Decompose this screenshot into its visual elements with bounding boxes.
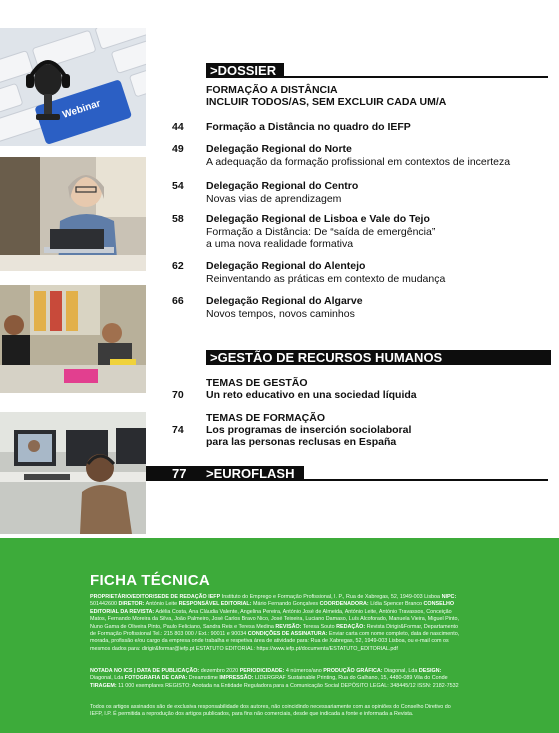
euroflash-page-number: 77: [172, 466, 187, 481]
computer-room-photo: [0, 412, 146, 534]
ficha-tecnica-title: FICHA TÉCNICA: [90, 572, 211, 589]
credit-value: Revista Dirigir&Formar, Departamento de Formação Profissional Tel.: 215 803 000 / Ext.: 90011 e 90034: [90, 623, 459, 638]
entry-title: Formação a Distância no quadro do IEFP: [206, 121, 411, 133]
page-number: 74: [172, 424, 184, 436]
page-number: 54: [172, 180, 184, 192]
webinar-keyboard-photo: [0, 28, 146, 146]
credit-value: 501442600: [90, 601, 117, 608]
entry-title: Delegação Regional do Alentejo: [206, 260, 366, 272]
credit-label: CONSELHO EDITORIAL DA REVISTA:: [90, 601, 455, 615]
entry-title: Un reto educativo en una sociedad líquida: [206, 389, 417, 401]
entry-title: Delegação Regional do Algarve: [206, 295, 363, 307]
credit-label: REDAÇÃO:: [336, 623, 366, 630]
credit-value: Instituto do Emprego e Formação Profissional, I. P., Rua de Xabregas, 52, 1949-003 Lisboa: [221, 594, 441, 600]
dossier-section-header: >DOSSIER: [206, 63, 284, 78]
entry-title: Delegação Regional do Centro: [206, 180, 359, 192]
ficha-publication-info: [90, 668, 462, 690]
credit-value: Diagonal, Lda: [384, 668, 418, 674]
entry-title: Los programas de inserción sociolaboral: [206, 424, 412, 436]
credit-label: RESPONSÁVEL EDITORIAL:: [178, 601, 252, 608]
credit-value: António Leite: [145, 601, 178, 608]
credit-value: Dreamstime: [188, 675, 218, 682]
euroflash-header-rule: [304, 479, 548, 481]
credit-label: DESIGN:: [418, 668, 442, 674]
credit-label: PRODUÇÃO GRÁFICA:: [323, 668, 383, 674]
page-number: 66: [172, 295, 184, 307]
entry-description: Novos tempos, novos caminhos: [206, 308, 355, 320]
entry-title-continued: para las personas reclusas en España: [206, 436, 397, 448]
credit-value: Lídia Spencer Branco: [370, 601, 423, 608]
euroflash-section-header: [146, 466, 304, 481]
laboratory-photo: [0, 285, 146, 393]
credit-label: REVISÃO:: [275, 623, 302, 630]
page-number: 49: [172, 143, 184, 155]
credit-label: FOTOGRAFIA DE CAPA:: [124, 675, 188, 682]
credit-label: IMPRESSÃO:: [219, 675, 254, 682]
credit-label: PROPRIETÁRIO/EDITOR/SEDE DE REDAÇÃO IEFP: [90, 594, 221, 600]
page-number: 62: [172, 260, 184, 272]
credit-label: NIPC:: [441, 594, 457, 600]
credit-label: COORDENADORA:: [319, 601, 369, 608]
ficha-credits: [90, 594, 462, 653]
subsection-label: TEMAS DE FORMAÇÃO: [206, 412, 325, 424]
page-number: 70: [172, 389, 184, 401]
euroflash-title: >EUROFLASH: [206, 466, 295, 481]
woman-laptop-photo: [0, 157, 146, 271]
entry-title: Delegação Regional do Norte: [206, 143, 352, 155]
entry-description: Novas vias de aprendizagem: [206, 193, 342, 205]
entry-title: Delegação Regional de Lisboa e Vale do Tejo: [206, 213, 430, 225]
credit-value: Mário Fernando Gonçalves: [253, 601, 319, 608]
entry-description: Reinventando as práticas em contexto de mudança: [206, 273, 446, 285]
dossier-header-rule: [280, 76, 548, 78]
credit-value: Enviar carta com nome completo, data de nascimento, morada, profissão e/ou cargo da empresa onde trabalha e respetiva área de atividade para: Rua de Xabregas, 52, 1949-003 Lisboa, ou e-mail com os mesmos dados para: dirigir&formar@iefp.pt ESTATUTO EDITORIAL: https://www.iefp.pt/documents/ESTATUTO_EDITORIAL.pdf: [90, 631, 460, 652]
credit-label: CONDIÇÕES DE ASSINATURA:: [247, 631, 328, 638]
page-number: 58: [172, 213, 184, 225]
hr-section-header: >GESTÃO DE RECURSOS HUMANOS: [206, 350, 551, 365]
credit-label: DIRETOR:: [118, 601, 145, 608]
credit-value: 11 000 exemplares REGISTO: Anotada na Entidade Reguladora para a Comunicação Social DEPÓSITO LEGAL: 348445/12 ISSN: 2182-7532: [118, 682, 459, 689]
entry-description: a uma nova realidade formativa: [206, 238, 354, 250]
page-number: 44: [172, 121, 184, 133]
entry-description: Formação a Distância: De “saída de emergência”: [206, 226, 436, 238]
credit-value: 4 números/ano: [285, 668, 322, 674]
entry-description: A adequação da formação profissional em contextos de incerteza: [206, 156, 511, 168]
credit-value: Adélia Costa, Ana Cláudia Valente, Angelina Pereira, António José de Almeida, António Leite, António Travassos, Conceição Matos, Fernando Moreira da Silva, João Palmeiro, José Carlos Bravo Nico, José Teixeira, Luciano Damaso, Luís Alcoforado, Manuela Vieira, Miguel Pinto, Nuno Gama de Oliveira Pinto, Paulo Feliciano, Sandra Reis e Teresa Medina: [90, 608, 459, 630]
dossier-subtitle-2: INCLUIR TODOS/AS, SEM EXCLUIR CADA UM/A: [206, 96, 447, 108]
credit-value: dezembro 2020: [200, 668, 239, 674]
credit-value: LIDERGRAF Sustainable Printing, Rua do Galhano, 15, 4480-089 Vila do Conde: [255, 675, 448, 682]
credit-label: TIRAGEM:: [90, 682, 117, 689]
credit-label: PERIODICIDADE:: [239, 668, 285, 674]
subsection-label: TEMAS DE GESTÃO: [206, 377, 308, 389]
dossier-subtitle-1: FORMAÇÃO A DISTÂNCIA: [206, 84, 338, 96]
credit-value: Diagonal, Lda: [90, 675, 124, 682]
ficha-disclaimer: Todos os artigos assinados são de exclusiva responsabilidade dos autores, não coincidindo necessariamente com as opiniões do Conselho Diretivo do IEFP, I.P. É permitida a reprodução dos artigos publicados, para fins não comerciais, desde que indicada a fonte e informada a Revista.: [90, 704, 451, 718]
credit-value: Teresa Souto: [302, 623, 335, 630]
credit-label: NOTADA NO ICS | DATA DE PUBLICAÇÃO:: [90, 668, 200, 674]
webinar-key-label: Webinar: [61, 98, 103, 121]
